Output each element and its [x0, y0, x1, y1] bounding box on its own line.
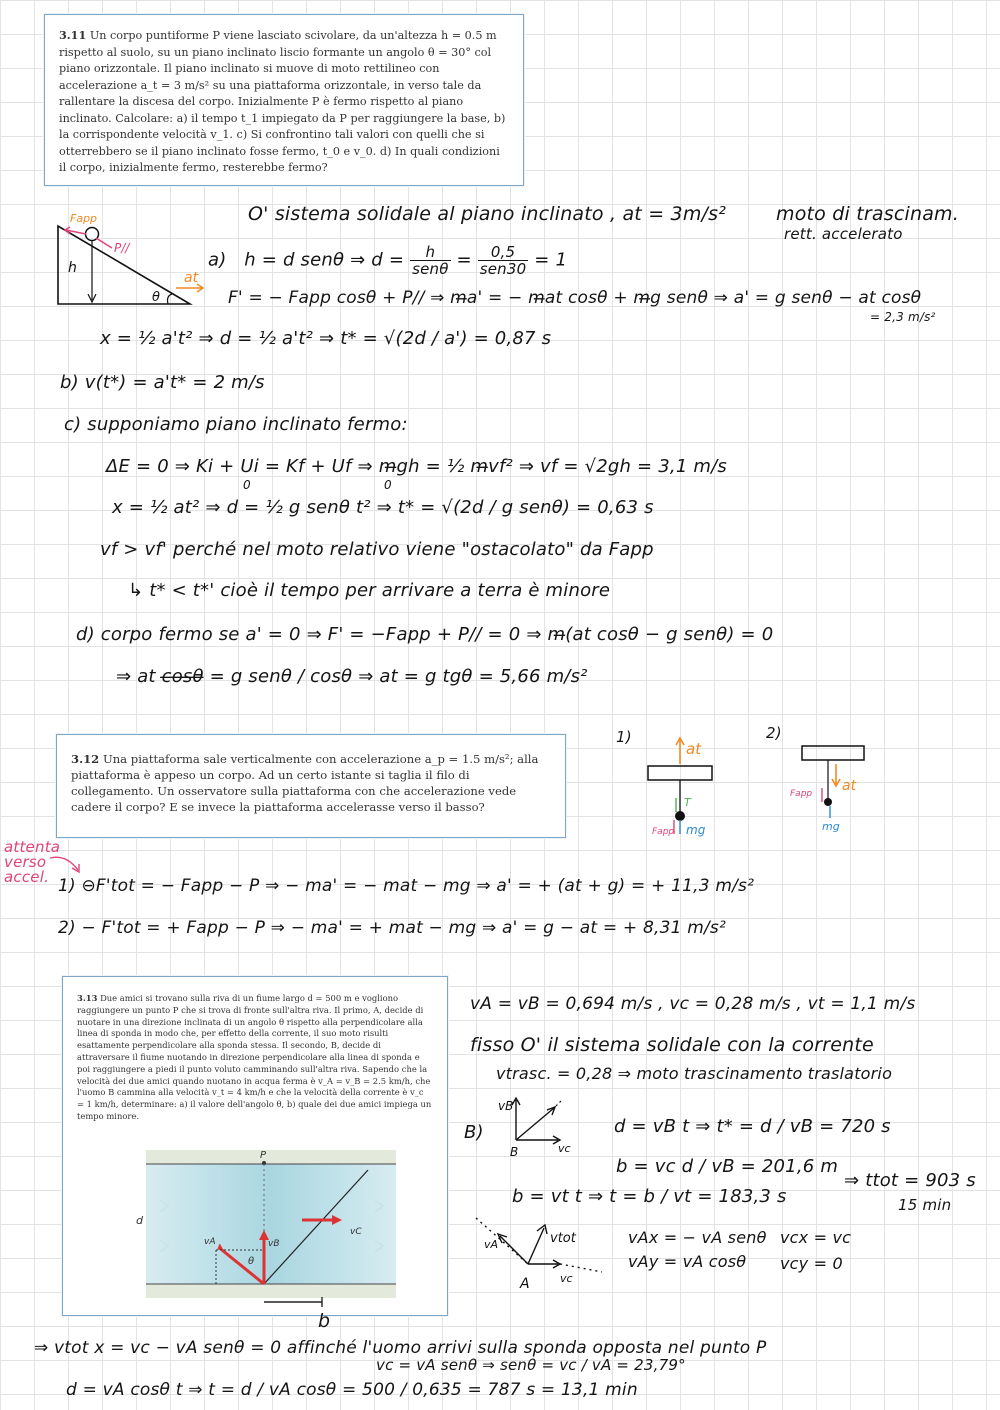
a-point-label: A	[520, 1276, 530, 1292]
frac-den: senθ	[412, 260, 449, 278]
sol-3-13-vay: vAy = vA cosθ	[628, 1252, 747, 1271]
theta-label: θ	[152, 290, 160, 305]
sol-a-line3: x = ½ a't² ⇒ d = ½ a't² ⇒ t* = √(2d / a') = 0,87 s	[100, 328, 552, 349]
sol-3-13-final1: ⇒ vtot x = vc − vA senθ = 0 affinché l'uomo arrivi sulla sponda opposta nel punto P	[34, 1338, 767, 1358]
fraction-05-sen30	[478, 244, 529, 277]
vb-label: vB	[498, 1099, 514, 1113]
fapp-label: Fapp	[790, 789, 813, 799]
mg-label: mg	[686, 823, 706, 837]
sol-3-13-trasc: vtrasc. = 0,28 ⇒ moto trascinamento traslatorio	[496, 1064, 893, 1083]
fapp-label: Fapp	[652, 827, 675, 837]
problem-text: Un corpo puntiforme P viene lasciato scivolare, da un'altezza h = 0.5 m rispetto al suolo, su un piano inclinato liscio formante un angolo θ = 30° col piano orizzontale. Il piano inclinato si muove di moto rettilineo con accelerazione a_t = 3 m/s² su una piattaforma orizzontale, in verso tale da rallentare la discesa del corpo. Inizialmente P è fermo rispetto al piano inclinato. Calcolare: a) il tempo t_1 impiegato da P per raggiungere la base, b) la corrispondente velocità v_1. c) Si confrontino tali valori con quelli che si otterrebbero se il piano inclinato fosse fermo, t_0 e v_0. d) In quali condizioni il corpo, inizialmente fermo, resterebbe fermo?	[59, 29, 506, 174]
b-distance-label: b	[318, 1310, 331, 1332]
sol-line-frame: O' sistema solidale al piano inclinato , at = 3m/s²	[248, 203, 727, 225]
sol-3-12-line1: 1) ⊖F'tot = − Fapp − P ⇒ − ma' = − mat − mg ⇒ a' = + (at + g) = + 11,3 m/s²	[58, 876, 755, 896]
sol-a-eq1b: =	[456, 249, 472, 271]
fraction-h-sen	[410, 244, 451, 277]
vc-label: vc	[558, 1142, 571, 1155]
at-label: at	[686, 740, 702, 758]
problem-number: 3.13	[77, 993, 98, 1003]
problem-3-12-box	[56, 734, 566, 838]
vb-label: vB	[268, 1239, 280, 1249]
problem-text: Due amici si trovano sulla riva di un fiume largo d = 500 m e vogliono raggiungere un punto P che si trova di fronte sull'altra riva. Il primo, A, decide di nuotare in una direzione inclinata di un angolo θ rispetto alla perpendicolare alla linea di sponda in modo che, per effetto della corrente, il suo moto risulti esattamente perpendicolare alla sponda stessa. Il secondo, B, decide di attraversare il fiume nuotando in direzione perpendicolare alla linea di sponda e poi raggiungere a piedi il punto voluto camminando sull'altra riva. Sapendo che la velocità dei due amici quando nuotano in acqua ferma è v_A = v_B = 2.5 km/h, che l'uomo B cammina alla velocità v_t = 4 km/h e che la velocità della corrente è v_c = 1 km/h, determinare: a) il valore dell'angolo θ, b) quale dei due amici impiega un tempo minore.	[77, 993, 432, 1121]
sol-c-line2: ΔE = 0 ⇒ Ki + Ui = Kf + Uf ⇒ m̶gh = ½ m̶vf² ⇒ vf = √2gh = 3,1 m/s	[106, 456, 727, 477]
sol-a-line1	[208, 244, 567, 277]
problem-text: Una piattaforma sale verticalmente con accelerazione a_p = 1.5 m/s²; alla piattaforma è appeso un corpo. Ad un certo istante si taglia il filo di collegamento. Un osservatore sulla piattaforma con che accelerazione vede cadere il corpo? E se invece la piattaforma accelerasse verso il basso?	[71, 752, 539, 814]
sol-c-zero-1: 0	[243, 478, 251, 492]
problem-3-11-box	[44, 14, 524, 186]
sol-3-12-line2: 2) − F'tot = + Fapp − P ⇒ − ma' = + mat − mg ⇒ a' = g − at = + 8,31 m/s²	[58, 918, 726, 938]
mg-label: mg	[822, 820, 840, 833]
va-label: vA	[484, 1238, 499, 1251]
sol-a-line2-value: = 2,3 m/s²	[870, 310, 936, 324]
sol-3-13-eq-b3: b = vt t ⇒ t = b / vt = 183,3 s	[512, 1186, 787, 1207]
p-parallel-label: P//	[114, 241, 130, 255]
sol-a-prefix: a)	[208, 249, 227, 271]
fapp-label: Fapp	[70, 212, 98, 225]
sol-3-13-ttot: ⇒ ttot = 903 s	[844, 1170, 976, 1191]
sol-3-13-vcy: vcy = 0	[780, 1254, 843, 1273]
sol-3-13-frame: fisso O' il sistema solidale con la corrente	[470, 1034, 874, 1056]
sol-c-line5: ↳ t* < t*' cioè il tempo per arrivare a terra è minore	[128, 580, 611, 601]
platform-diagram-2	[788, 740, 898, 840]
point-p-label: P	[260, 1150, 267, 1161]
theta-label: θ	[248, 1256, 255, 1267]
h-label: h	[68, 260, 77, 276]
frac-num: h	[410, 244, 451, 261]
frac-den: sen30	[479, 260, 527, 278]
sol-b-line: b) v(t*) = a't* = 2 m/s	[60, 372, 265, 393]
d-label: d	[136, 1214, 143, 1227]
sol-3-13-eq-b2: b = vc d / vB = 201,6 m	[616, 1156, 839, 1177]
margin-note-line-2: verso	[4, 853, 47, 871]
sol-d-line1: d) corpo fermo se a' = 0 ⇒ F' = −Fapp + P// = 0 ⇒ m̶(at cosθ − g senθ) = 0	[76, 624, 774, 645]
frac-num: 0,5	[478, 244, 529, 261]
vector-diagram-b	[498, 1090, 588, 1160]
sol-3-13-final2: vc = vA senθ ⇒ senθ = vc / vA = 23,79°	[376, 1356, 686, 1374]
problem-number: 3.11	[59, 28, 87, 42]
tension-label: T	[684, 796, 691, 809]
at-label: at	[842, 778, 857, 794]
vector-diagram-a	[470, 1212, 610, 1292]
sol-3-13-speeds: vA = vB = 0,694 m/s , vc = 0,28 m/s , vt = 1,1 m/s	[470, 994, 916, 1014]
sol-a-eq1c: = 1	[534, 249, 568, 271]
sol-note-motion-2: rett. accelerato	[784, 225, 903, 243]
sol-3-13-vax: vAx = − vA senθ	[628, 1228, 767, 1247]
river-figure	[120, 1140, 420, 1320]
sol-d-line2: ⇒ at c̶o̶s̶θ̶ = g senθ / cosθ ⇒ at = g tgθ = 5,66 m/s²	[116, 666, 588, 687]
vc-label: vC	[350, 1227, 362, 1237]
sol-3-13-ttot-min: 15 min	[898, 1196, 952, 1214]
va-label: vA	[204, 1237, 216, 1247]
sol-c-line4: vf > vf' perché nel moto relativo viene "ostacolato" da Fapp	[100, 539, 654, 560]
vtot-label: vtot	[550, 1231, 576, 1246]
diagram-2-label: 2)	[766, 724, 782, 742]
sol-a-eq1: h = d senθ ⇒ d =	[244, 249, 405, 271]
inclined-plane-diagram	[40, 208, 220, 312]
margin-note-line-1: attenta	[4, 838, 61, 856]
diagram-1-label: 1)	[616, 728, 632, 746]
vc-label: vc	[560, 1272, 573, 1285]
at-label: at	[184, 270, 199, 286]
problem-number: 3.12	[71, 752, 100, 766]
b-point-label: B	[510, 1145, 519, 1159]
sol-a-line2: F' = − Fapp cosθ + P// ⇒ m̶a' = − m̶at cosθ + m̶g senθ ⇒ a' = g senθ − at cosθ	[228, 288, 922, 308]
sol-3-13-b-label: B)	[464, 1122, 484, 1143]
margin-note-line-3: accel.	[4, 868, 50, 886]
sol-3-13-vcx: vcx = vc	[780, 1228, 852, 1247]
sol-3-13-eq-b1: d = vB t ⇒ t* = d / vB = 720 s	[614, 1116, 891, 1137]
platform-diagram-1	[640, 732, 750, 842]
sol-c-line1: c) supponiamo piano inclinato fermo:	[64, 414, 408, 435]
sol-c-line3: x = ½ at² ⇒ d = ½ g senθ t² ⇒ t* = √(2d / g senθ) = 0,63 s	[112, 497, 654, 518]
sol-3-13-final3: d = vA cosθ t ⇒ t = d / vA cosθ = 500 / 0,635 = 787 s = 13,1 min	[66, 1380, 638, 1400]
sol-c-zero-2: 0	[384, 478, 392, 492]
sol-note-motion: moto di trascinam.	[776, 203, 959, 225]
